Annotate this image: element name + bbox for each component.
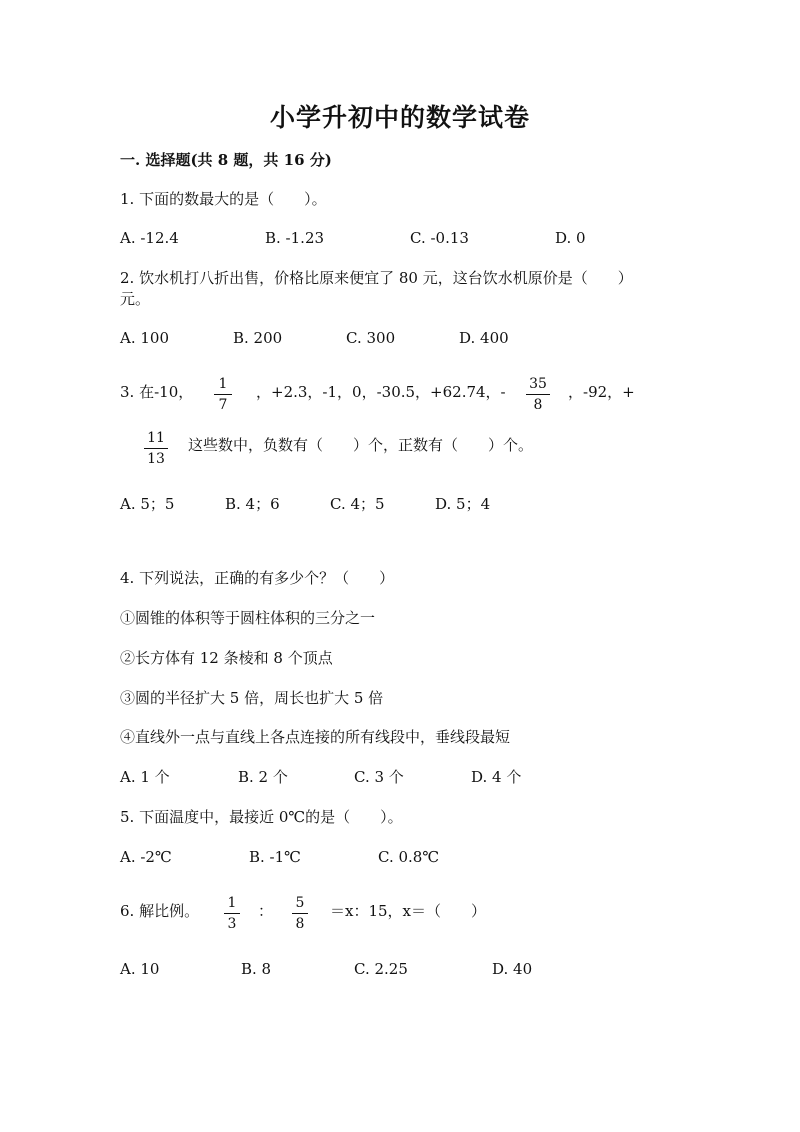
section-heading: 一. 选择题(共 8 题，共 16 分) bbox=[120, 151, 332, 169]
question-4-stem: 4. 下列说法，正确的有多少个？（ ） bbox=[120, 569, 395, 587]
fraction-denominator: 13 bbox=[147, 451, 165, 467]
fraction-denominator: 8 bbox=[295, 916, 305, 932]
fraction-bar bbox=[526, 394, 550, 395]
question-1-option-b: B. -1.23 bbox=[265, 229, 325, 247]
question-5-option-b: B. -1℃ bbox=[249, 848, 301, 866]
question-2-stem-line1: 2. 饮水机打八折出售，价格比原来便宜了 80 元，这台饮水机原价是（ ） bbox=[120, 269, 633, 287]
question-3-fraction-1 bbox=[214, 375, 232, 414]
question-4-statement-4: ④直线外一点与直线上各点连接的所有线段中，垂线段最短 bbox=[120, 728, 511, 746]
question-3-fraction-3 bbox=[144, 429, 168, 468]
question-6-fraction-1 bbox=[224, 894, 240, 933]
question-6-prefix: 6. 解比例。 bbox=[120, 902, 200, 920]
question-4-statement-1: ①圆锥的体积等于圆柱体积的三分之一 bbox=[120, 609, 376, 627]
question-4-option-b: B. 2 个 bbox=[238, 768, 288, 786]
question-4-option-a: A. 1 个 bbox=[120, 768, 170, 786]
fraction-denominator: 7 bbox=[218, 397, 228, 413]
question-3-option-b: B. 4；6 bbox=[225, 495, 280, 513]
question-6-colon: ： bbox=[258, 902, 274, 920]
fraction-numerator: 5 bbox=[295, 895, 305, 911]
question-2-option-a: A. 100 bbox=[120, 329, 169, 347]
fraction-bar bbox=[144, 448, 168, 449]
question-1-option-c: C. -0.13 bbox=[410, 229, 469, 247]
question-3-middle: ，+2.3，-1，0，-30.5，+62.74，- bbox=[256, 383, 506, 401]
question-3-suffix: ，-92，+ bbox=[568, 383, 635, 401]
fraction-numerator: 11 bbox=[147, 430, 165, 446]
question-3-prefix: 3. 在-10， bbox=[120, 383, 194, 401]
fraction-bar bbox=[224, 913, 240, 914]
question-5-option-c: C. 0.8℃ bbox=[378, 848, 440, 866]
question-6-option-c: C. 2.25 bbox=[354, 960, 408, 978]
question-1-option-a: A. -12.4 bbox=[120, 229, 179, 247]
question-1-option-d: D. 0 bbox=[555, 229, 586, 247]
fraction-bar bbox=[214, 394, 232, 395]
fraction-bar bbox=[292, 913, 308, 914]
fraction-numerator: 1 bbox=[218, 376, 228, 392]
question-3-fraction-2 bbox=[526, 375, 550, 414]
question-4-statement-2: ②长方体有 12 条棱和 8 个顶点 bbox=[120, 649, 333, 667]
page-title: 小学升初中的数学试卷 bbox=[269, 103, 530, 132]
question-3-line2: 这些数中，负数有（ ）个，正数有（ ）个。 bbox=[188, 436, 534, 454]
question-6-suffix: ＝x：15，x＝（ ） bbox=[330, 902, 487, 920]
fraction-numerator: 1 bbox=[227, 895, 237, 911]
question-6-option-d: D. 40 bbox=[492, 960, 533, 978]
fraction-denominator: 8 bbox=[533, 397, 543, 413]
question-3-option-d: D. 5；4 bbox=[435, 495, 491, 513]
question-3-option-c: C. 4；5 bbox=[330, 495, 385, 513]
question-4-statement-3: ③圆的半径扩大 5 倍，周长也扩大 5 倍 bbox=[120, 689, 384, 707]
question-2-option-d: D. 400 bbox=[459, 329, 509, 347]
question-2-option-c: C. 300 bbox=[346, 329, 396, 347]
question-5-stem: 5. 下面温度中，最接近 0℃的是（ ）。 bbox=[120, 808, 403, 826]
fraction-denominator: 3 bbox=[227, 916, 237, 932]
question-2-option-b: B. 200 bbox=[233, 329, 283, 347]
question-6-option-a: A. 10 bbox=[120, 960, 160, 978]
fraction-numerator: 35 bbox=[529, 376, 547, 392]
question-4-option-c: C. 3 个 bbox=[354, 768, 404, 786]
question-1-stem: 1. 下面的数最大的是（ ）。 bbox=[120, 190, 327, 208]
question-6-option-b: B. 8 bbox=[241, 960, 272, 978]
question-3-option-a: A. 5；5 bbox=[120, 495, 175, 513]
question-2-stem-line2: 元。 bbox=[120, 290, 151, 308]
question-5-option-a: A. -2℃ bbox=[120, 848, 172, 866]
question-6-fraction-2 bbox=[292, 894, 308, 933]
question-4-option-d: D. 4 个 bbox=[471, 768, 522, 786]
